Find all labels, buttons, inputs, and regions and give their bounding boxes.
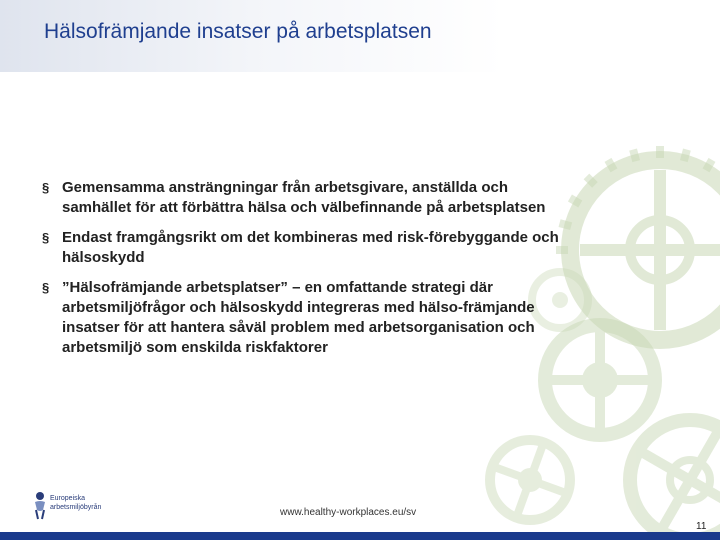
slide-title: Hälsofrämjande insatser på arbetsplatsen xyxy=(44,20,432,43)
logo-text xyxy=(50,494,101,512)
bullet-marker: § xyxy=(42,280,50,295)
logo-line2: arbetsmiljöbyrån xyxy=(50,504,102,511)
agency-logo xyxy=(32,488,112,524)
bullet-marker: § xyxy=(42,180,50,195)
bullet-marker: § xyxy=(42,230,50,245)
bullet-item xyxy=(42,178,562,218)
logo-figure-icon xyxy=(32,490,48,520)
footer-url: www.healthy-workplaces.eu/sv xyxy=(280,507,417,518)
bullet-text: ”Hälsofrämjande arbetsplatser” – en omfattande strategi där arbetsmiljöfrågor och hälsoskydd integreras med hälso-främjande insatser för att hantera såväl problem med arbetsorganisation och arbetsmiljö som enskilda riskfaktorer xyxy=(62,279,535,356)
bullet-text: Gemensamma ansträngningar från arbetsgivare, anställda och samhället för att förbättra hälsa och välbefinnande på arbetsplatsen xyxy=(62,179,546,216)
bullet-list xyxy=(42,178,562,368)
bottom-bar xyxy=(0,532,720,540)
bullet-text: Endast framgångsrikt om det kombineras med risk-förebyggande och hälsoskydd xyxy=(62,229,559,266)
page-number: 11 xyxy=(696,521,707,532)
logo-line1: Europeiska xyxy=(50,495,86,502)
bullet-item xyxy=(42,228,562,268)
bullet-item xyxy=(42,278,562,358)
